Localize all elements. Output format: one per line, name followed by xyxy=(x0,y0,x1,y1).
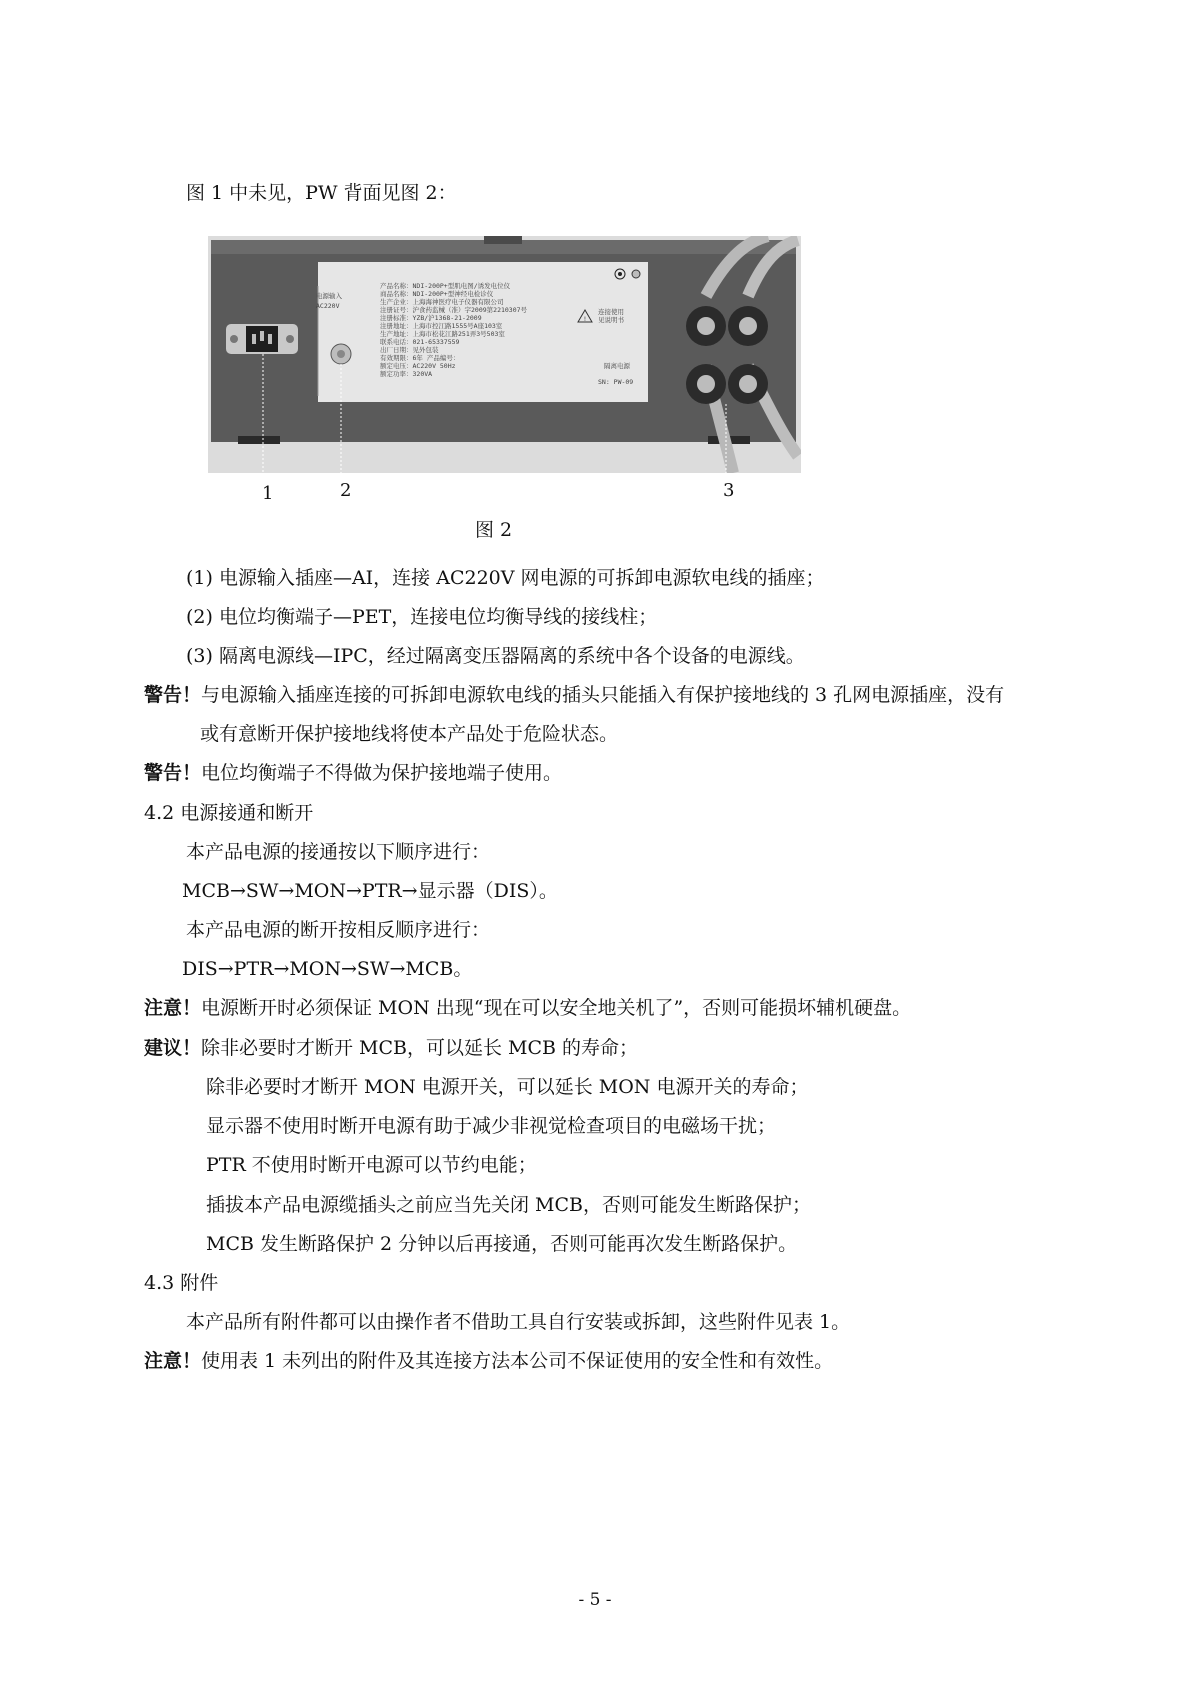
section-heading-4-2: 4.2 电源接通和断开 xyxy=(144,802,314,824)
figure-caption: 图 2 xyxy=(475,519,513,541)
warning-text: 电位均衡端子不得做为保护接地端子使用。 xyxy=(201,762,563,784)
warning-2 xyxy=(144,760,562,786)
label-row: 注册地址：上海市控江路1555号A座103室 xyxy=(380,322,503,330)
note-1 xyxy=(144,995,911,1021)
warning-1-continued: 或有意断开保护接地线将使本产品处于危险状态。 xyxy=(200,723,619,745)
warning-label: 警告！ xyxy=(144,762,202,784)
advice-text: 除非必要时才断开 MCB，可以延长 MCB 的寿命； xyxy=(201,1037,639,1059)
label-row: 注册标准：YZB/沪1368-21-2009 xyxy=(380,314,482,322)
label-row: 生产企业：上海海神医疗电子仪器有限公司 xyxy=(380,298,504,306)
label-row: 出厂日期：见外包装 xyxy=(380,346,439,354)
advice-line: 显示器不使用时断开电源有助于减少非视觉检查项目的电磁场干扰； xyxy=(206,1115,777,1137)
callout-2: 2 xyxy=(340,480,352,501)
label-row: 额定功率：320VA xyxy=(380,370,433,378)
list-item: (1) 电源输入插座—AI，连接 AC220V 网电源的可拆卸电源软电线的插座； xyxy=(186,567,825,589)
warn-text-1: 连接使用 xyxy=(598,308,624,316)
label-row: 联系电话：021-65337559 xyxy=(380,338,460,346)
intro-line: 图 1 中未见，PW 背面见图 2： xyxy=(186,182,457,204)
page-number: - 5 - xyxy=(578,1590,612,1610)
advice-line: PTR 不使用时断开电源可以节约电能； xyxy=(206,1154,537,1176)
note-text: 电源断开时必须保证 MON 出现“现在可以安全地关机了”，否则可能损坏辅机硬盘。 xyxy=(201,997,912,1019)
warning-1 xyxy=(144,682,1004,708)
advice xyxy=(144,1035,638,1061)
label-row: 生产地址：上海市松花江路251弄3号503室 xyxy=(380,330,505,338)
warn-text-2: 见说明书 xyxy=(598,316,624,324)
svg-text:!: ! xyxy=(583,315,587,323)
left-label-1: 电源输入 xyxy=(316,292,342,300)
advice-line: 除非必要时才断开 MON 电源开关，可以延长 MON 电源开关的寿命； xyxy=(206,1076,809,1098)
label-row: 额定电压：AC220V 50Hz xyxy=(380,362,456,370)
note-text: 使用表 1 未列出的附件及其连接方法本公司不保证使用的安全性和有效性。 xyxy=(201,1350,834,1372)
note-label: 注意！ xyxy=(144,1350,202,1372)
advice-line: MCB 发生断路保护 2 分钟以后再接通，否则可能再次发生断路保护。 xyxy=(206,1233,798,1255)
callout-3: 3 xyxy=(723,480,735,501)
list-item: (2) 电位均衡端子—PET，连接电位均衡导线的接线柱； xyxy=(186,606,658,628)
warning-text: 与电源输入插座连接的可拆卸电源软电线的插头只能插入有保护接地线的 3 孔网电源插座，没有 xyxy=(201,684,1005,706)
warning-label: 警告！ xyxy=(144,684,202,706)
label-row: 注册证号：沪食药监械（准）字2009第2210307号 xyxy=(380,306,528,314)
device-back-photo xyxy=(208,236,801,473)
advice-label: 建议！ xyxy=(144,1037,202,1059)
power-on-sequence: MCB→SW→MON→PTR→显示器（DIS）。 xyxy=(182,880,558,902)
section-heading-4-3: 4.3 附件 xyxy=(144,1272,219,1294)
accessories-text: 本产品所有附件都可以由操作者不借助工具自行安装或拆卸，这些附件见表 1。 xyxy=(186,1311,851,1333)
left-label-2: AC220V xyxy=(316,302,340,310)
power-off-intro: 本产品电源的断开按相反顺序进行： xyxy=(186,919,491,941)
advice-line: 插拔本产品电源缆插头之前应当先关闭 MCB，否则可能发生断路保护； xyxy=(206,1194,811,1216)
sn-label: SN: PW-09 xyxy=(598,378,634,386)
label-row: 商品名称：NDI-200P+型神经电检诊仪 xyxy=(380,290,494,298)
power-off-sequence: DIS→PTR→MON→SW→MCB。 xyxy=(182,958,473,980)
label-row: 有效期限：6年 产品编号： xyxy=(380,354,460,362)
isolation-label: 隔离电源 xyxy=(604,362,630,370)
figure-photo xyxy=(208,236,801,473)
power-inlet-socket xyxy=(226,324,298,354)
callout-1: 1 xyxy=(262,483,274,504)
note-2 xyxy=(144,1348,833,1374)
power-on-intro: 本产品电源的接通按以下顺序进行： xyxy=(186,841,491,863)
list-item: (3) 隔离电源线—IPC，经过隔离变压器隔离的系统中各个设备的电源线。 xyxy=(186,645,805,667)
note-label: 注意！ xyxy=(144,997,202,1019)
label-row: 产品名称：NDI-200P+型肌电图/诱发电位仪 xyxy=(380,282,511,290)
